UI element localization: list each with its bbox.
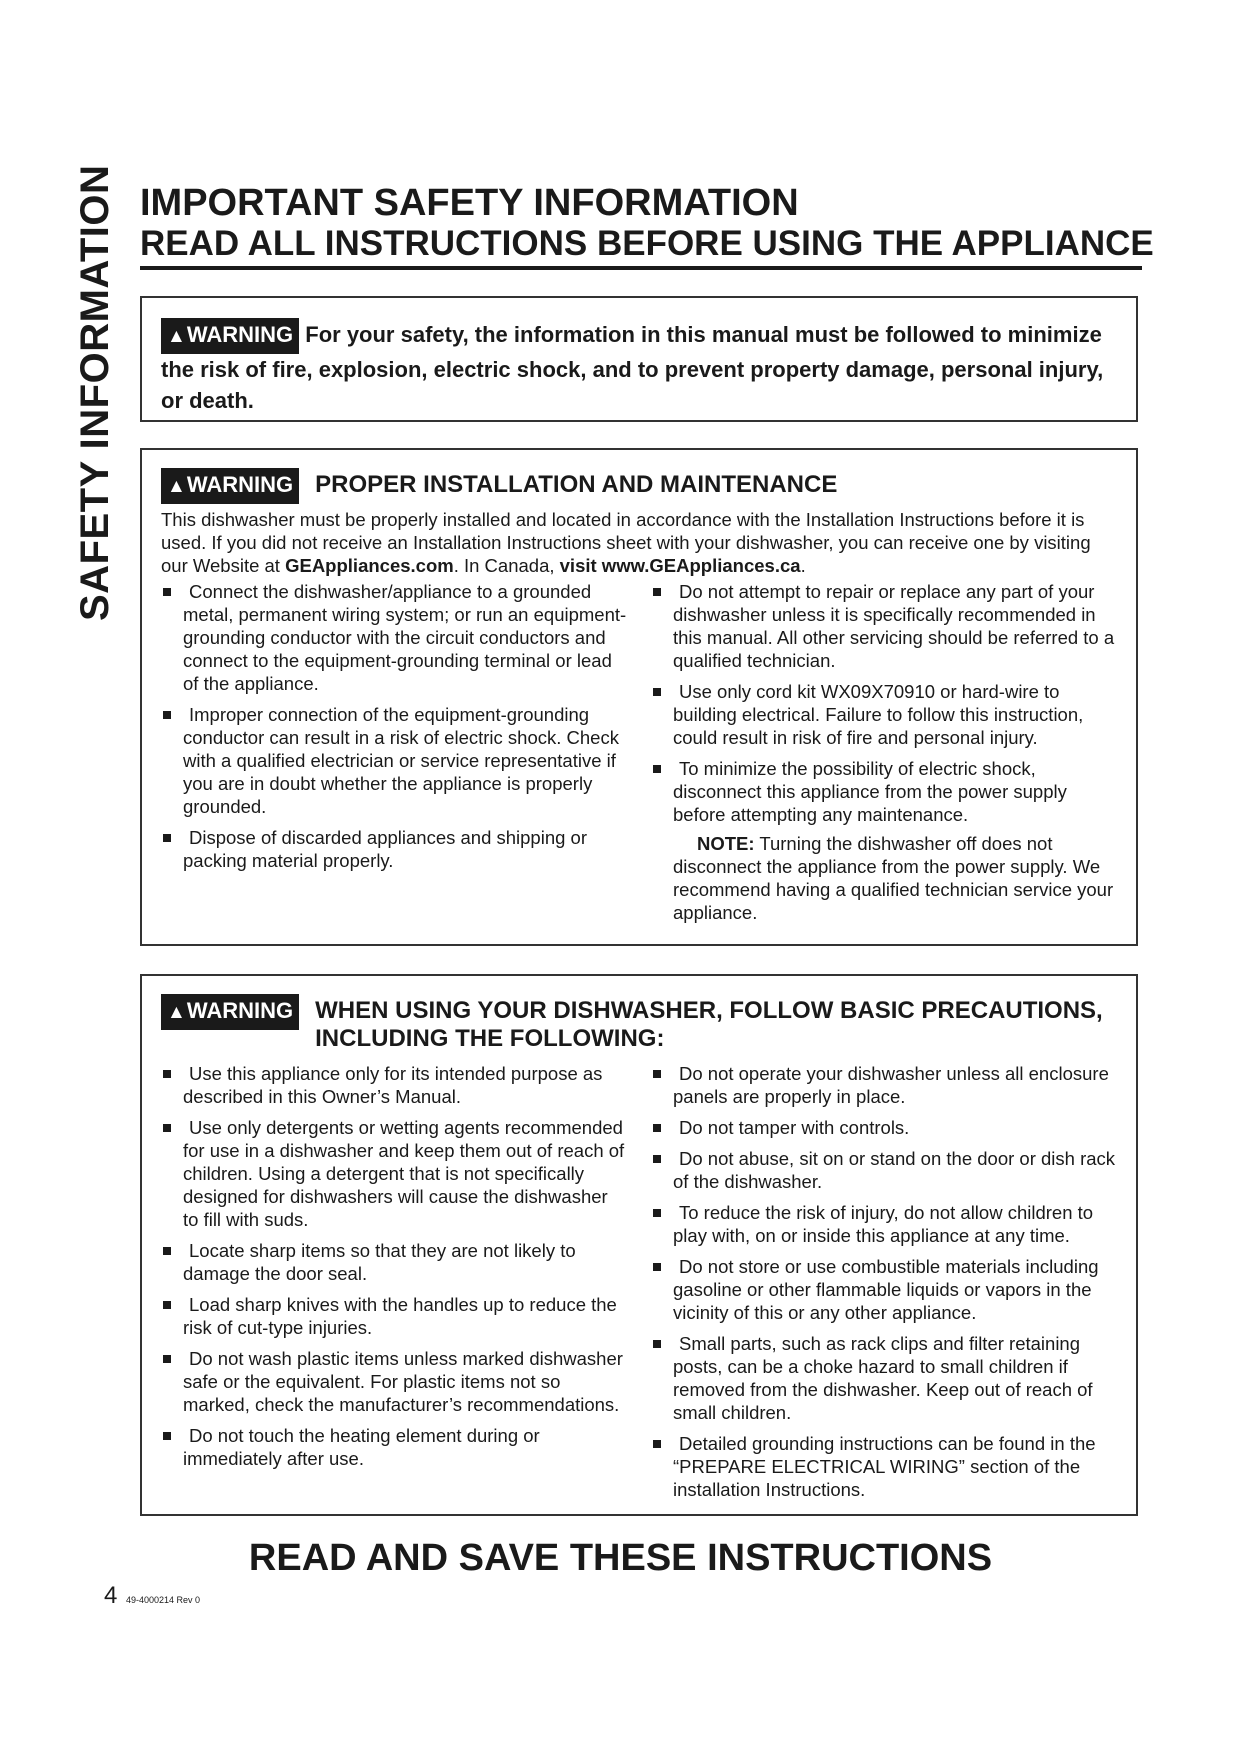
list-item: Improper connection of the equipment-grounding conductor can result in a risk of electric shock. Check with a qualified electrician or service representative if you are in doubt whether the appliance is properly grounded. xyxy=(161,703,627,818)
bullet-icon xyxy=(653,1070,661,1078)
installation-left-column xyxy=(161,580,627,924)
bullet-icon xyxy=(163,1070,171,1078)
header-divider xyxy=(140,266,1142,270)
bullet-icon xyxy=(163,1301,171,1309)
list-item: Dispose of discarded appliances and shipping or packing material properly. xyxy=(161,826,627,872)
general-warning-body: For your safety, the information in this manual must be followed to minimize the risk of fire, explosion, electric shock, and to prevent property damage, personal injury, or death. xyxy=(161,322,1104,413)
document-id: 49-4000214 Rev 0 xyxy=(126,1595,201,1605)
warning-triangle-icon: ▲ xyxy=(167,326,186,347)
general-warning-box xyxy=(140,296,1138,422)
bullet-icon xyxy=(163,711,171,719)
list-item: Load sharp knives with the handles up to reduce the risk of cut-type injuries. xyxy=(161,1293,627,1339)
installation-title: PROPER INSTALLATION AND MAINTENANCE xyxy=(315,471,838,498)
list-item: Use only cord kit WX09X70910 or hard-wire to building electrical. Failure to follow this instruction, could result in risk of fire and personal injury. xyxy=(651,680,1121,749)
bullet-icon xyxy=(163,1355,171,1363)
page-subtitle: READ ALL INSTRUCTIONS BEFORE USING THE APPLIANCE xyxy=(140,224,1154,263)
installation-columns xyxy=(161,580,1121,924)
precautions-right-column xyxy=(651,1062,1121,1509)
list-item: Do not operate your dishwasher unless all enclosure panels are properly in place. xyxy=(651,1062,1121,1108)
list-item: Do not attempt to repair or replace any part of your dishwasher unless it is specifically recommended in this manual. All other servicing should be referred to a qualified technician. xyxy=(651,580,1121,672)
precautions-left-column xyxy=(161,1062,627,1509)
warning-triangle-icon: ▲ xyxy=(167,476,186,497)
list-item: Detailed grounding instructions can be found in the “PREPARE ELECTRICAL WIRING” section of the installation Instructions. xyxy=(651,1432,1121,1501)
list-item: Do not tamper with controls. xyxy=(651,1116,1121,1139)
lead-text-canada: . In Canada, xyxy=(453,555,560,576)
list-item: Use only detergents or wetting agents recommended for use in a dishwasher and keep them out of reach of children. Using a detergent that is not specifically designed for dishwashers will cause the dishwasher to fill with suds. xyxy=(161,1116,627,1231)
bullet-icon xyxy=(653,1155,661,1163)
bullet-icon xyxy=(653,1124,661,1132)
lead-text: This dishwasher must be properly installed and located in accordance with the Installation Instructions before it is used. If you did not receive an Installation Instructions sheet with your dishwasher, you can receive one by visiting our Website at xyxy=(161,509,1091,576)
warning-badge-label: WARNING xyxy=(186,322,294,347)
footer-title: READ AND SAVE THESE INSTRUCTIONS xyxy=(248,1537,993,1579)
page-header xyxy=(140,182,1154,264)
note-text: Turning the dishwasher off does not disconnect the appliance from the power supply. We recommend having a qualified technician service your appliance. xyxy=(673,833,1114,923)
warning-badge xyxy=(161,994,299,1030)
ge-canada-website-text: visit www.GEAppliances.ca xyxy=(559,555,801,576)
bullet-icon xyxy=(163,1124,171,1132)
side-section-label: SAFETY INFORMATION xyxy=(73,164,117,621)
installation-header xyxy=(161,468,1121,504)
installation-lead xyxy=(161,508,1121,577)
bullet-icon xyxy=(653,1209,661,1217)
bullet-icon xyxy=(653,1340,661,1348)
bullet-icon xyxy=(653,1263,661,1271)
precautions-header xyxy=(161,994,1121,1053)
installation-right-column xyxy=(651,580,1121,924)
warning-badge xyxy=(161,318,299,354)
installation-warning-box xyxy=(140,448,1138,946)
bullet-icon xyxy=(653,765,661,773)
list-item: Connect the dishwasher/appliance to a grounded metal, permanent wiring system; or run an equipment-grounding conductor with the circuit conductors and connect to the equipment-grounding terminal or lead of the appliance. xyxy=(161,580,627,695)
precautions-warning-box xyxy=(140,974,1138,1516)
bullet-icon xyxy=(163,588,171,596)
list-item: Small parts, such as rack clips and filter retaining posts, can be a choke hazard to small children if removed from the dishwasher. Keep out of reach of small children. xyxy=(651,1332,1121,1424)
page-title: IMPORTANT SAFETY INFORMATION xyxy=(140,182,799,224)
bullet-icon xyxy=(653,588,661,596)
bullet-icon xyxy=(163,1432,171,1440)
list-item: Do not touch the heating element during or immediately after use. xyxy=(161,1424,627,1470)
list-item: Use this appliance only for its intended purpose as described in this Owner’s Manual. xyxy=(161,1062,627,1108)
bullet-icon xyxy=(163,1247,171,1255)
warning-triangle-icon: ▲ xyxy=(167,1002,186,1023)
note-label: NOTE: xyxy=(697,833,755,854)
precautions-title: WHEN USING YOUR DISHWASHER, FOLLOW BASIC PRECAUTIONS, INCLUDING THE FOLLOWING: xyxy=(315,997,1103,1052)
list-item: Do not abuse, sit on or stand on the door or dish rack of the dishwasher. xyxy=(651,1147,1121,1193)
bullet-icon xyxy=(163,834,171,842)
maintenance-note xyxy=(651,832,1121,924)
list-item: To minimize the possibility of electric shock, disconnect this appliance from the power supply before attempting any maintenance. xyxy=(651,757,1121,826)
general-warning-text xyxy=(161,318,1121,416)
list-item: To reduce the risk of injury, do not allow children to play with, on or inside this appliance at any time. xyxy=(651,1201,1121,1247)
page-number: 4 xyxy=(104,1582,118,1609)
warning-badge-label: WARNING xyxy=(186,998,294,1023)
list-item: Locate sharp items so that they are not likely to damage the door seal. xyxy=(161,1239,627,1285)
bullet-icon xyxy=(653,1440,661,1448)
list-item: Do not store or use combustible materials including gasoline or other flammable liquids or vapors in the vicinity of this or any other appliance. xyxy=(651,1255,1121,1324)
list-item: Do not wash plastic items unless marked dishwasher safe or the equivalent. For plastic items not so marked, check the manufacturer’s recommendations. xyxy=(161,1347,627,1416)
precautions-columns xyxy=(161,1062,1121,1509)
ge-website-text: GEAppliances.com xyxy=(285,555,454,576)
warning-badge xyxy=(161,468,299,504)
bullet-icon xyxy=(653,688,661,696)
warning-badge-label: WARNING xyxy=(186,472,294,497)
lead-end: . xyxy=(800,555,806,576)
